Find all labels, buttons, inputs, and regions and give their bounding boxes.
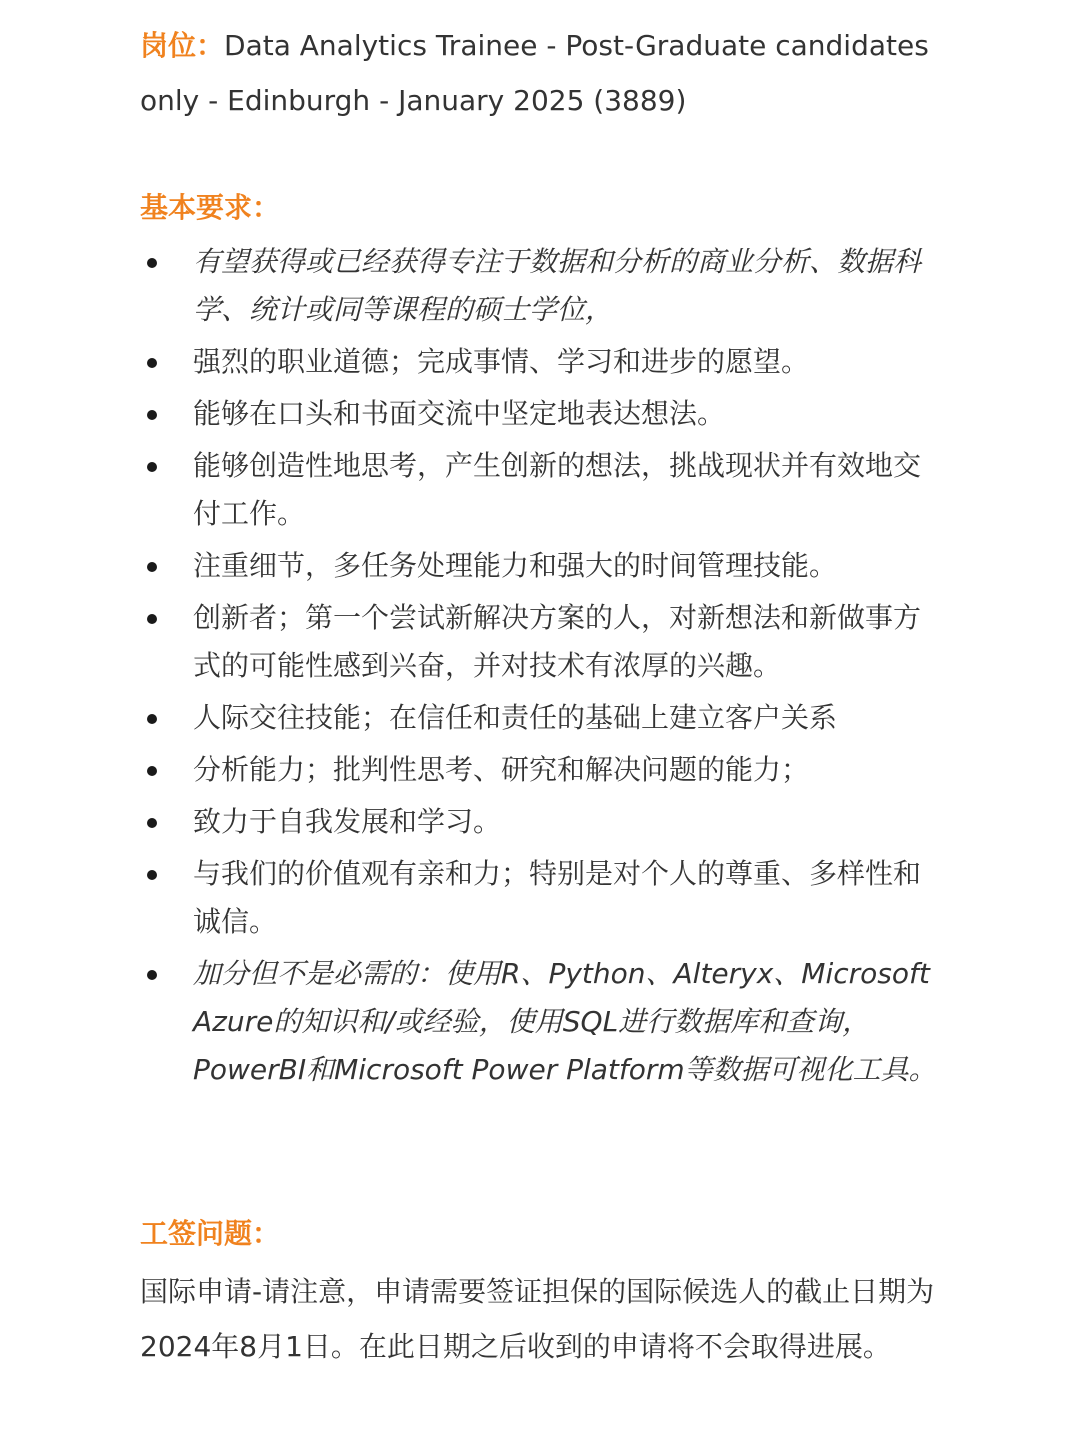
requirement-text: 有望获得或已经获得专注于数据和分析的商业分析、数据科学、统计或同等课程的硕士学位，	[193, 245, 922, 326]
position-label: 岗位：	[140, 29, 225, 62]
bullet-icon	[147, 970, 157, 980]
requirement-text: 分析能力；批判性思考、研究和解决问题的能力；	[193, 753, 810, 786]
requirement-item	[140, 238, 940, 334]
requirement-item	[140, 746, 940, 794]
requirement-item	[140, 542, 940, 590]
bullet-icon	[147, 766, 157, 776]
requirement-item	[140, 798, 940, 846]
requirement-text: 创新者；第一个尝试新解决方案的人，对新想法和新做事方式的可能性感到兴奋，并对技术有浓厚的兴趣。	[193, 601, 922, 682]
requirement-item	[140, 442, 940, 538]
bullet-icon	[147, 410, 157, 420]
requirement-text: 能够创造性地思考，产生创新的想法，挑战现状并有效地交付工作。	[193, 449, 922, 530]
bullet-icon	[147, 818, 157, 828]
requirement-item	[140, 950, 940, 1094]
bullet-icon	[147, 562, 157, 572]
bullet-icon	[147, 870, 157, 880]
requirement-text: 致力于自我发展和学习。	[193, 805, 502, 838]
position-line	[140, 18, 940, 128]
visa-heading: 工签问题：	[140, 1217, 281, 1250]
requirement-text: 强烈的职业道德；完成事情、学习和进步的愿望。	[193, 345, 810, 378]
bullet-icon	[147, 714, 157, 724]
requirement-text: 能够在口头和书面交流中坚定地表达想法。	[193, 397, 726, 430]
bullet-icon	[147, 614, 157, 624]
requirement-text: 人际交往技能；在信任和责任的基础上建立客户关系	[193, 701, 838, 734]
requirement-item	[140, 594, 940, 690]
requirement-text: 注重细节，多任务处理能力和强大的时间管理技能。	[193, 549, 838, 582]
requirement-item	[140, 338, 940, 386]
bullet-icon	[147, 258, 157, 268]
visa-text: 国际申请-请注意，申请需要签证担保的国际候选人的截止日期为2024年8月1日。在此日期之后收到的申请将不会取得进展。	[140, 1275, 935, 1363]
bullet-icon	[147, 462, 157, 472]
requirement-item	[140, 694, 940, 742]
requirement-item	[140, 390, 940, 438]
requirements-heading: 基本要求：	[140, 191, 281, 224]
position-title: Data Analytics Trainee - Post-Graduate candidates only - Edinburgh - January 2025 (3889)	[140, 29, 929, 117]
bullet-icon	[147, 358, 157, 368]
requirements-list	[140, 238, 940, 1098]
requirement-item	[140, 850, 940, 946]
requirement-text: 加分但不是必需的：使用R、Python、Alteryx、Microsoft Azure的知识和/或经验，使用SQL进行数据库和查询，PowerBI和Microsoft Power Platform等数据可视化工具。	[193, 957, 937, 1086]
requirement-text: 与我们的价值观有亲和力；特别是对个人的尊重、多样性和诚信。	[193, 857, 922, 938]
